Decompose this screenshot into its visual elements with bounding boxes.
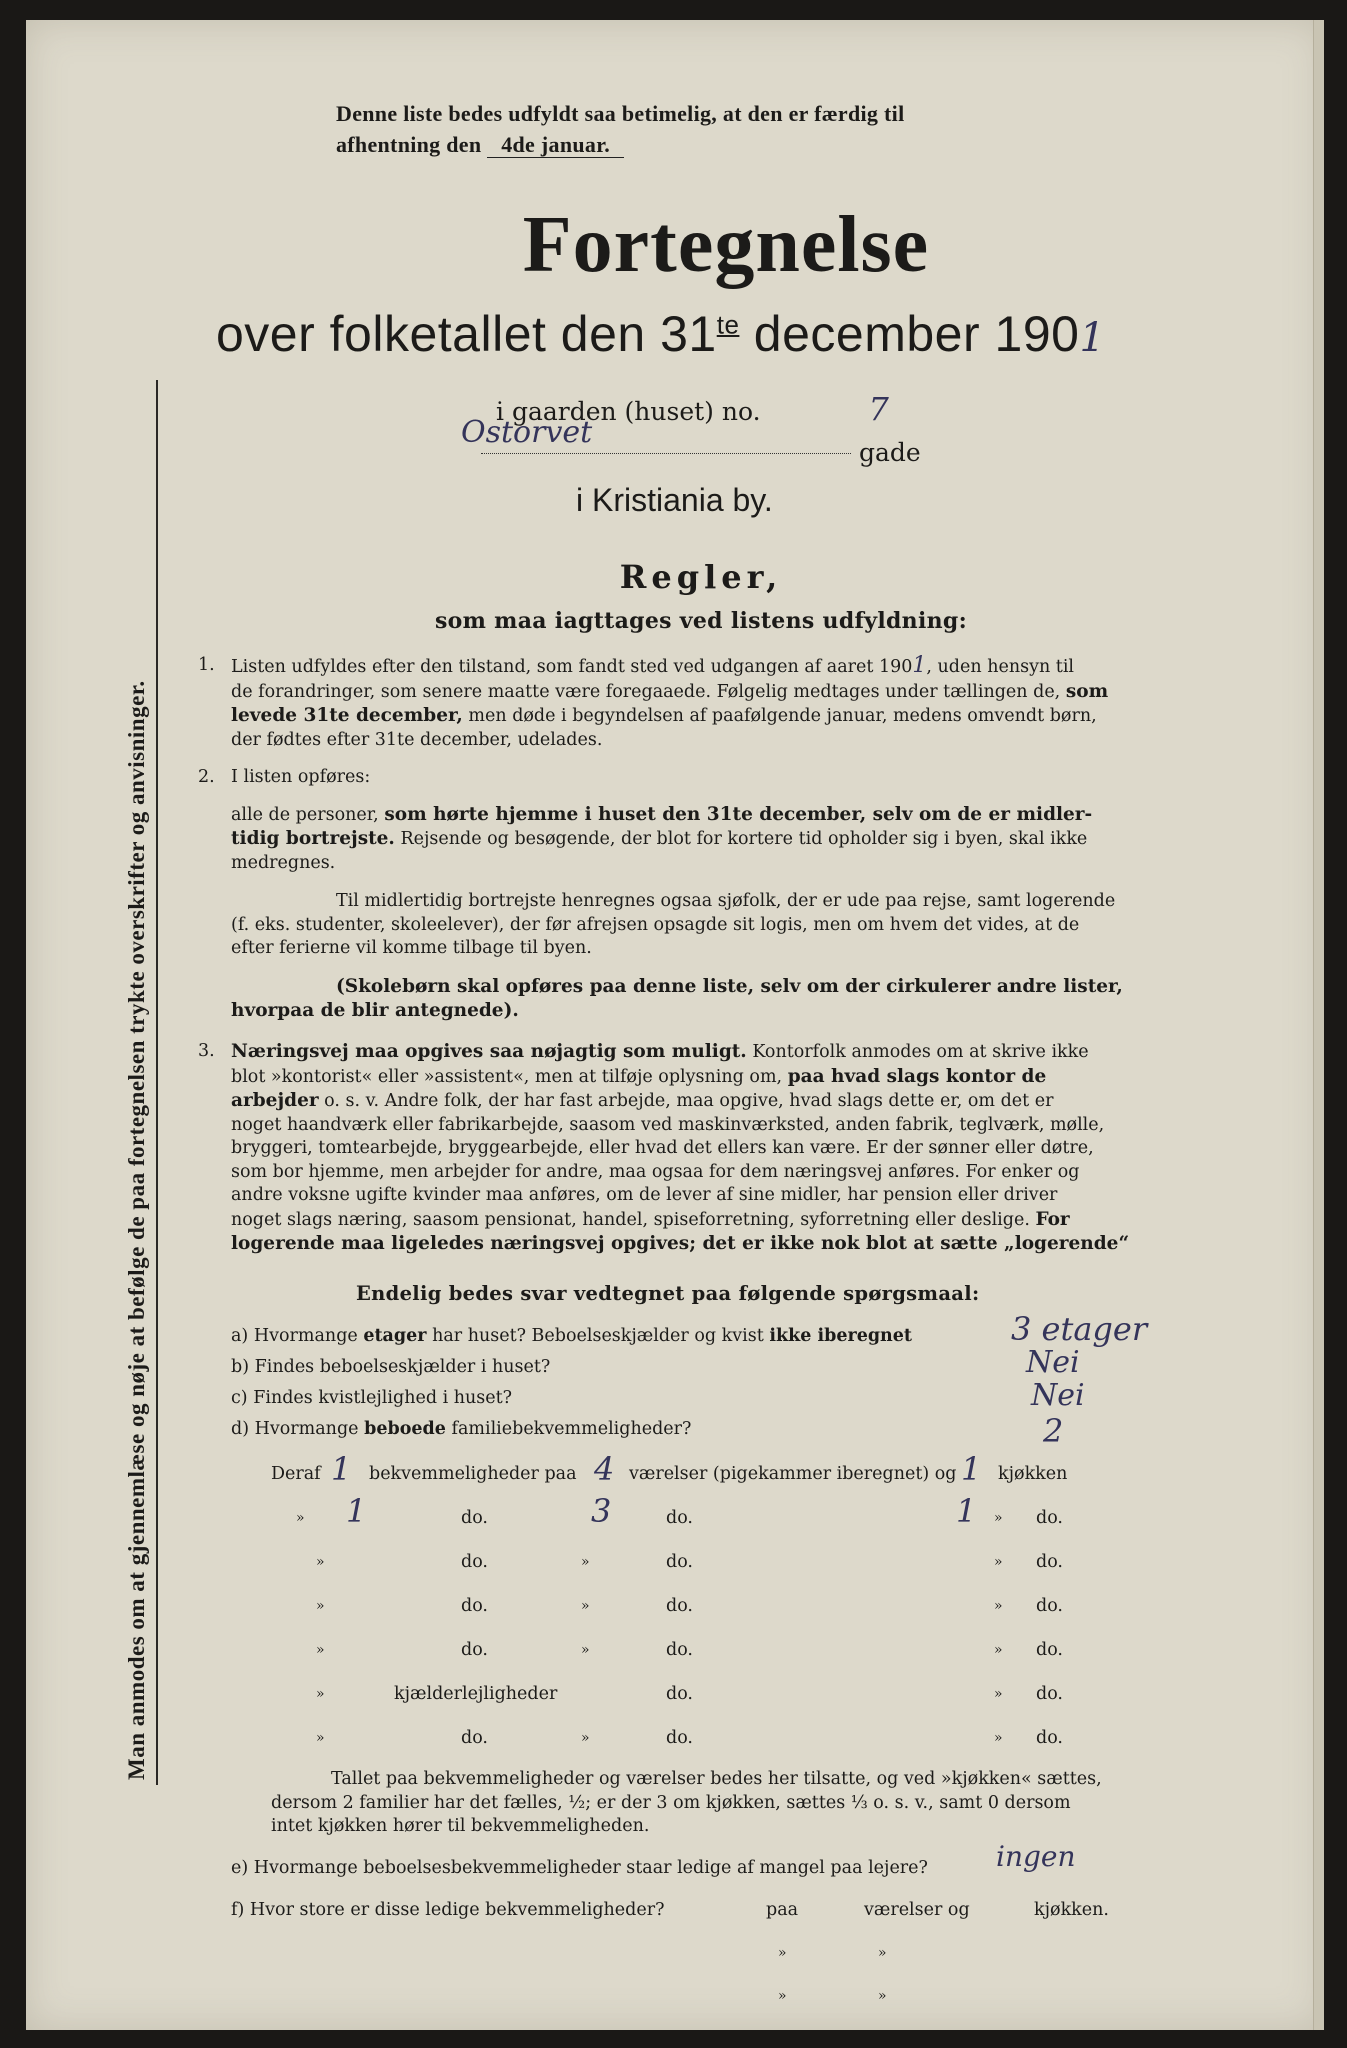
year-handwritten: 1 bbox=[1079, 315, 1106, 361]
f-paa: paa bbox=[766, 1900, 799, 1920]
side-instruction: Man anmodes om at gjennemlæse og nøje at befølge de paa fortegnelsen trykte overskrifter og anvisninger. bbox=[124, 680, 149, 1780]
ditto-mark: » bbox=[581, 1730, 590, 1746]
notice-line-1: Denne liste bedes udfyldt saa betimelig, at den er færdig til bbox=[336, 101, 905, 126]
question-c: c) Findes kvistlejlighed i huset? bbox=[231, 1388, 513, 1408]
street-field-line bbox=[481, 452, 851, 454]
rules-subtitle: som maa iagttages ved listens udfyldning: bbox=[434, 608, 968, 634]
answer-a: 3 etager bbox=[1011, 1310, 1148, 1348]
do-cell: do. bbox=[666, 1508, 693, 1528]
kjok-label: kjøkken bbox=[998, 1464, 1068, 1484]
page-edge bbox=[1313, 20, 1324, 2030]
do-cell: do. bbox=[461, 1508, 488, 1528]
pickup-notice bbox=[336, 98, 904, 160]
do-cell: do. bbox=[666, 1552, 693, 1572]
do-cell: do. bbox=[461, 1728, 488, 1748]
rule-2-number: 2. bbox=[198, 767, 215, 787]
f-vaerelser: værelser og bbox=[864, 1900, 970, 1920]
city-line: i Kristiania by. bbox=[576, 482, 773, 518]
ditto-mark: » bbox=[581, 1642, 590, 1658]
ditto-mark: » bbox=[778, 1945, 787, 1961]
do-cell: do. bbox=[666, 1640, 693, 1660]
do-cell: do. bbox=[461, 1552, 488, 1572]
final-questions-title: Endelig bedes svar vedtegnet paa følgende spørgsmaal: bbox=[356, 1282, 980, 1305]
do-cell: do. bbox=[1036, 1552, 1063, 1572]
question-e: e) Hvormange beboelsesbekvemmeligheder staar ledige af mangel paa lejere? bbox=[231, 1858, 928, 1878]
deraf-count-1: 1 bbox=[346, 1492, 367, 1530]
deraf-count-0: 1 bbox=[331, 1450, 352, 1488]
deraf-rooms-0: 4 bbox=[594, 1450, 615, 1488]
ditto-mark: » bbox=[994, 1642, 1003, 1658]
deraf-label: Deraf bbox=[271, 1464, 321, 1484]
tallet-note: Tallet paa bekvemmeligheder og værelser bedes her tilsatte, og ved »kjøkken« sættes, dersom 2 familier har det fælles, ½; er der 3 om kjøkken, sættes ⅓ o. s. v., samt 0 dersom intet kjøkken hører til bekvemmeligheden. bbox=[271, 1769, 1102, 1836]
deraf-kitchen-0: 1 bbox=[961, 1450, 982, 1488]
form-title: Fortegnelse bbox=[522, 201, 930, 289]
house-number-line: i gaarden (huset) no. 7 bbox=[496, 390, 889, 428]
rule-2: I listen opføres: alle de personer, som hørte hjemme i huset den 31te december, selv om de er midler- tidig bortrejste. Rejsende og besøgende, der blot for kortere tid opholder sig i byen, skal ikke medregnes. Til midlertidig bortrejste henregnes ogsaa sjøfolk, der er ude paa rejse, samt logerende (f. eks. studenter, skoleelever), der før afrejsen opsagde sit logis, men om hvem det vides, at de efter ferierne vil komme tilbage til byen. (Skolebørn skal opføres paa denne liste, selv om der cirkulerer andre lister, hvorpaa de blir antegnede). bbox=[231, 767, 1123, 1021]
ditto-mark: » bbox=[878, 1945, 887, 1961]
question-f: f) Hvor store er disse ledige bekvemmeligheder? bbox=[231, 1900, 665, 1920]
do-cell: do. bbox=[666, 1728, 693, 1748]
street-name-handwritten: Ostorvet bbox=[461, 415, 593, 450]
rule-3-number: 3. bbox=[198, 1041, 215, 1061]
deraf-kitchen-1: 1 bbox=[956, 1492, 977, 1530]
do-cell: do. bbox=[1036, 1508, 1063, 1528]
ditto-mark: » bbox=[316, 1730, 325, 1746]
ditto-mark: » bbox=[581, 1598, 590, 1614]
ditto-mark: » bbox=[994, 1598, 1003, 1614]
answer-c: Nei bbox=[1031, 1378, 1085, 1413]
vaer-label: værelser (pigekammer iberegnet) og bbox=[629, 1464, 957, 1484]
answer-e: ingen bbox=[996, 1840, 1076, 1873]
kjaelder-label: kjælderlejligheder bbox=[394, 1684, 558, 1704]
gade-label: gade bbox=[859, 438, 921, 467]
do-cell: do. bbox=[461, 1596, 488, 1616]
ditto-mark: » bbox=[878, 1988, 887, 2004]
question-b: b) Findes beboelseskjælder i huset? bbox=[231, 1357, 551, 1377]
ditto-mark: » bbox=[778, 1988, 787, 2004]
do-cell: do. bbox=[1036, 1640, 1063, 1660]
notice-line-2: afhentning den 4de januar. bbox=[336, 129, 904, 160]
answer-b: Nei bbox=[1026, 1345, 1080, 1380]
ditto-mark: » bbox=[316, 1642, 325, 1658]
ditto-mark: » bbox=[316, 1554, 325, 1570]
form-subtitle: over folketallet den $31^{te}$ december 1901 bbox=[216, 306, 1106, 362]
side-rule bbox=[156, 380, 158, 1785]
pickup-date: 4de januar. bbox=[487, 132, 624, 158]
rules-title: Regler, bbox=[619, 558, 783, 596]
ditto-mark: » bbox=[994, 1686, 1003, 1702]
do-cell: do. bbox=[1036, 1596, 1063, 1616]
ditto-mark: » bbox=[316, 1686, 325, 1702]
ditto-mark: » bbox=[994, 1554, 1003, 1570]
do-cell: do. bbox=[1036, 1728, 1063, 1748]
question-d: d) Hvormange beboede familiebekvemmeligheder? bbox=[231, 1419, 692, 1439]
do-cell: do. bbox=[1036, 1684, 1063, 1704]
bek-label: bekvemmeligheder paa bbox=[369, 1464, 577, 1484]
ditto-mark: » bbox=[296, 1510, 305, 1526]
rule-3: Næringsvej maa opgives saa nøjagtig som muligt. Kontorfolk anmodes om at skrive ikke blot »kontorist« eller »assistent«, men at tilføje oplysning om, paa hvad slags kontor de arbejder o. s. v. Andre folk, der har fast arbejde, maa opgive, hvad slags dette er, om det er noget haandværk eller fabrikarbejde, saasom ved maskinværksted, anden fabrik, teglværk, mølle, bryggeri, tomtearbejde, bryggearbejde, eller hvad det ellers kan være. Er der sønner eller døtre, som bor hjemme, men arbejder for andre, maa ogsaa for dem næringsvej anføres. For enker og andre voksne ugifte kvinder maa anføres, om de lever af sine midler, har pension eller driver noget slags næring, saasom pensionat, handel, spiseforretning, syforretning eller deslige. For logerende maa ligeledes næringsvej opgives; det er ikke nok blot at sætte „logerende“ bbox=[231, 1041, 1130, 1254]
f-kjokken: kjøkken. bbox=[1034, 1900, 1109, 1920]
ditto-mark: » bbox=[994, 1510, 1003, 1526]
ditto-mark: » bbox=[581, 1554, 590, 1570]
rule-1: Listen udfyldes efter den tilstand, som fandt sted ved udgangen af aaret 1901, uden hensyn til de forandringer, som senere maatte være foregaaede. Følgelig medtages under tællingen de, som levede 31te december, men døde i begyndelsen af paafølgende januar, medens omvendt børn, der fødtes efter 31te december, udelades. bbox=[231, 653, 1109, 750]
deraf-rooms-1: 3 bbox=[591, 1492, 612, 1530]
ditto-mark: » bbox=[994, 1730, 1003, 1746]
house-number: 7 bbox=[868, 390, 889, 428]
do-cell: do. bbox=[666, 1596, 693, 1616]
do-cell: do. bbox=[666, 1684, 693, 1704]
do-cell: do. bbox=[461, 1640, 488, 1660]
rule-1-number: 1. bbox=[198, 655, 215, 675]
census-form-page bbox=[26, 20, 1324, 2030]
ditto-mark: » bbox=[316, 1598, 325, 1614]
question-a: a) Hvormange etager har huset? Beboelseskjælder og kvist ikke iberegnet bbox=[231, 1326, 913, 1346]
answer-d: 2 bbox=[1043, 1412, 1064, 1450]
